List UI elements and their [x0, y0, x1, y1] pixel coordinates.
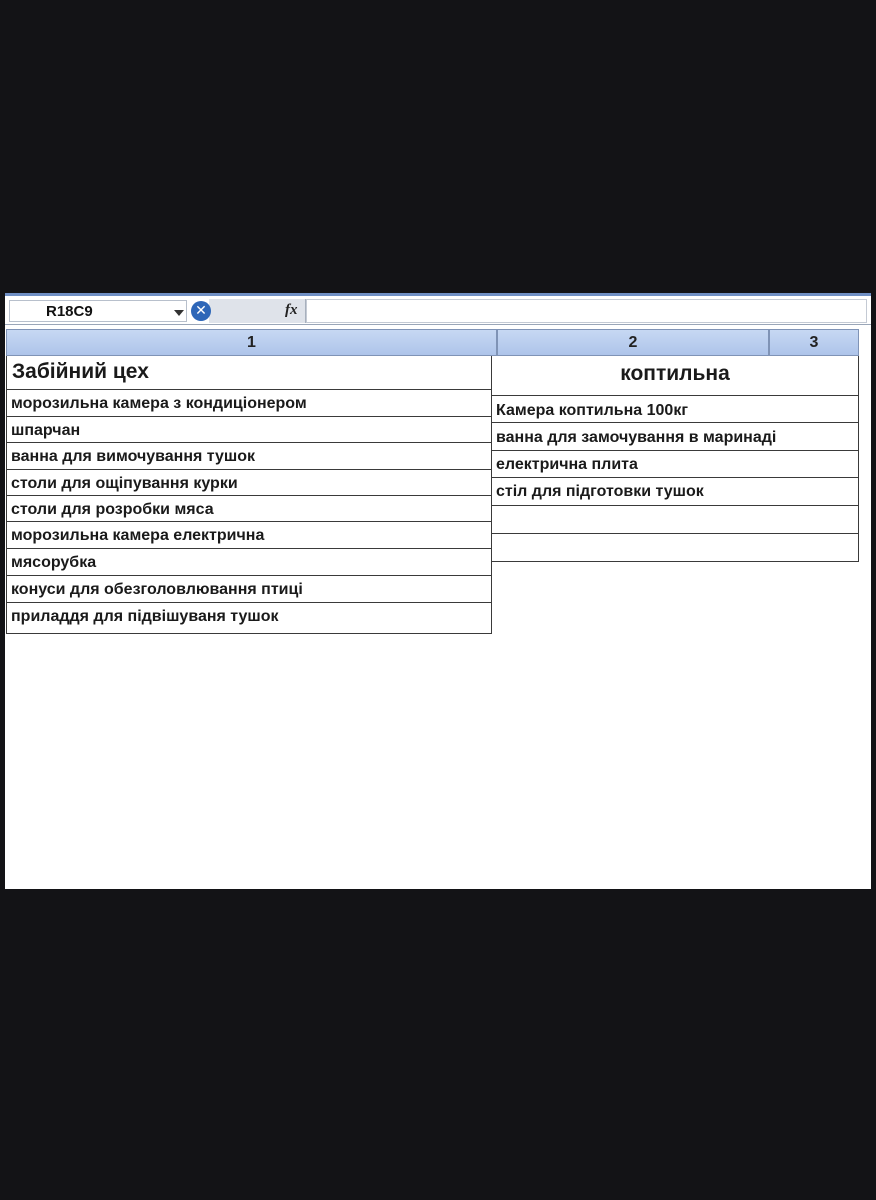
cell-header-slaughter-shop[interactable]: Забійний цех: [6, 356, 492, 390]
table-cell[interactable]: морозильна камера електрична: [6, 522, 492, 549]
table-cell[interactable]: ванна для замочування в маринаді: [492, 423, 859, 451]
fx-icon: fx: [285, 302, 298, 318]
table-cell[interactable]: ванна для вимочування тушок: [6, 443, 492, 470]
name-box[interactable]: [9, 300, 187, 322]
cancel-icon[interactable]: ✕: [191, 301, 211, 321]
formula-bar: [5, 293, 871, 325]
table-cell[interactable]: електрична плита: [492, 451, 859, 478]
table-cell[interactable]: столи для ощіпування курки: [6, 470, 492, 496]
insert-function-button[interactable]: [209, 299, 306, 323]
table-cell[interactable]: приладдя для підвішуваня тушок: [6, 603, 492, 634]
column-header-1[interactable]: 1: [6, 329, 497, 356]
chevron-down-icon[interactable]: [174, 310, 184, 316]
name-box-value: R18C9: [46, 303, 93, 320]
table-cell[interactable]: конуси для обезголовлювання птиці: [6, 576, 492, 603]
table-cell[interactable]: шпарчан: [6, 417, 492, 443]
table-cell[interactable]: мясорубка: [6, 549, 492, 576]
formula-input[interactable]: [306, 299, 867, 323]
table-cell[interactable]: Камера коптильна 100кг: [492, 396, 859, 423]
column-header-3[interactable]: 3: [769, 329, 859, 356]
spreadsheet-window: [5, 293, 871, 889]
table-cell[interactable]: стіл для підготовки тушок: [492, 478, 859, 506]
table-cell[interactable]: [492, 534, 859, 562]
cell-header-smokehouse[interactable]: коптильна: [492, 356, 859, 396]
table-cell[interactable]: морозильна камера з кондиціонером: [6, 390, 492, 417]
table-cell[interactable]: столи для розробки мяса: [6, 496, 492, 522]
column-header-2[interactable]: 2: [497, 329, 769, 356]
table-cell[interactable]: [492, 506, 859, 534]
